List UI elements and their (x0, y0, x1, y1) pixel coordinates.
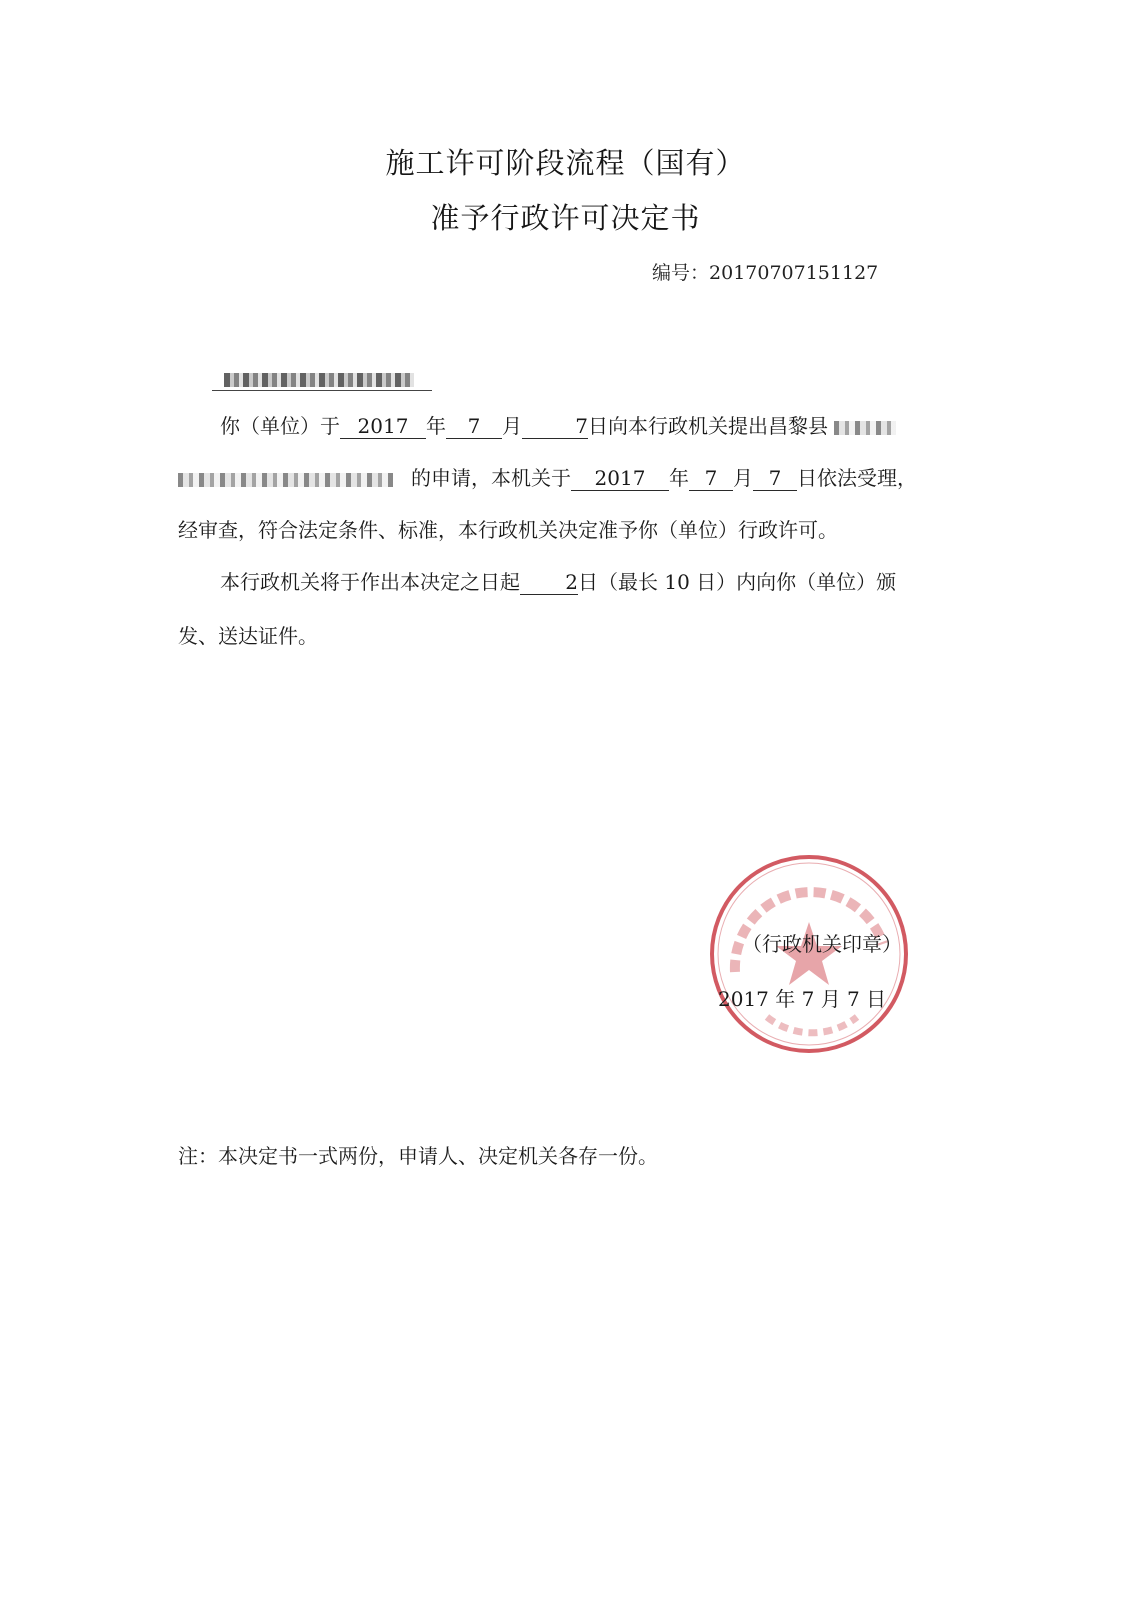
year-unit: 年 (669, 466, 689, 490)
redacted-text (178, 473, 393, 487)
paragraph1-prefix: 你（单位）于 (220, 414, 340, 438)
filled-day: 7 (522, 415, 588, 439)
paragraph1-line3: 经审查，符合法定条件、标准，本行政机关决定准予你（单位）行政许可。 (178, 518, 838, 542)
addressee-redacted (212, 370, 432, 391)
document-number (652, 258, 878, 285)
month-unit: 月 (502, 414, 522, 438)
filled-month: 7 (446, 415, 502, 439)
document-title-line2: 准予行政许可决定书 (430, 201, 701, 235)
document-number-value: 20170707151127 (709, 262, 879, 284)
paragraph1-line2-suffix: 日依法受理， (797, 466, 917, 490)
paragraph1-line2 (178, 462, 917, 491)
document-number-label: 编号： (652, 262, 710, 284)
paragraph2-line1 (220, 566, 896, 595)
paragraph2-suffix: 日（最长 10 日）内向你（单位）颁 (578, 570, 897, 594)
decision-date: 2017 年 7 月 7 日 (718, 987, 887, 1011)
paragraph1-suffix: 日向本行政机关提出昌黎县 (588, 414, 828, 438)
filled-days: 2 (520, 571, 578, 595)
paragraph2-prefix: 本行政机关将于作出本决定之日起 (220, 570, 520, 594)
paragraph1-line1 (220, 410, 896, 439)
footer-note: 注：本决定书一式两份，申请人、决定机关各存一份。 (178, 1144, 658, 1168)
redacted-text (834, 421, 896, 435)
accepted-day: 7 (753, 467, 797, 491)
redacted-text (224, 373, 414, 387)
accepted-month: 7 (689, 467, 733, 491)
seal-label: （行政机关印章） (742, 932, 902, 956)
accepted-year: 2017 (571, 467, 669, 491)
paragraph2-line2: 发、送达证件。 (178, 624, 318, 648)
year-unit: 年 (426, 414, 446, 438)
month-unit: 月 (733, 466, 753, 490)
filled-year: 2017 (340, 415, 426, 439)
document-title-line1: 施工许可阶段流程（国有） (385, 146, 746, 180)
paragraph1-line2-middle: 的申请，本机关于 (411, 466, 571, 490)
